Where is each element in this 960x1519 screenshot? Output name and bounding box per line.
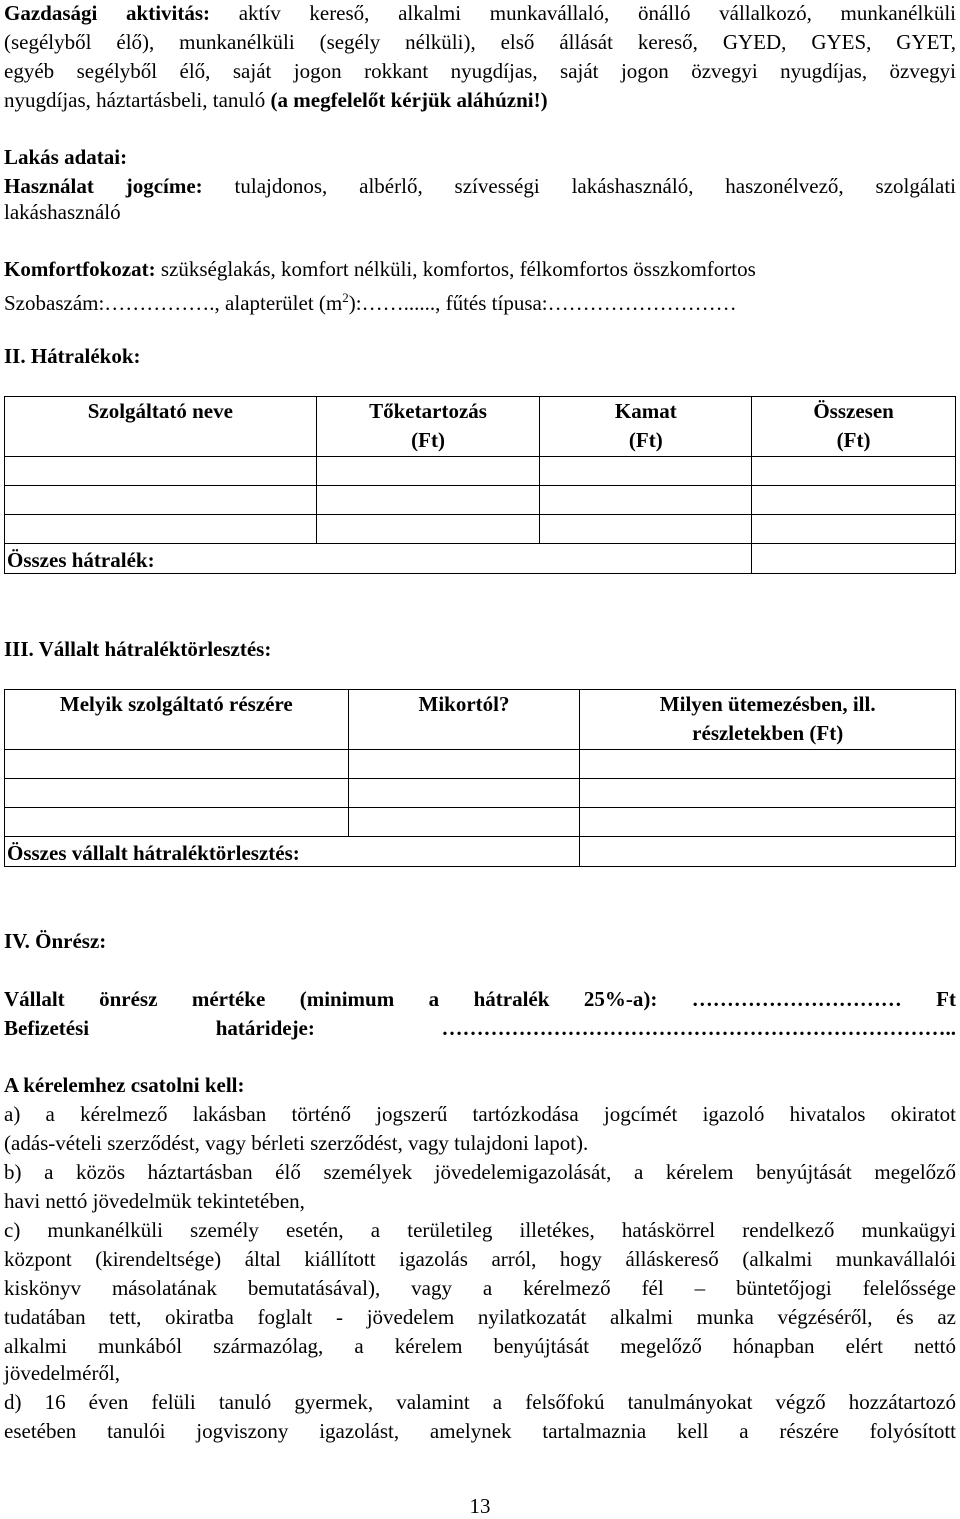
attachment-line: (adás-vételi szerződést, vagy bérleti szerződést, vagy tulajdoni lapot).: [4, 1131, 589, 1155]
total-cell[interactable]: [752, 486, 956, 515]
interest-cell[interactable]: [540, 486, 752, 515]
arrears-total-label: Összes hátralék:: [7, 548, 155, 572]
col-principal-unit: (Ft): [411, 428, 445, 452]
attachment-line: kiskönyv másolatának bemutatásával), vagy a kérelmező fél – büntetőjogi felelőssége: [4, 1276, 956, 1300]
provider-cell[interactable]: [5, 457, 317, 486]
activity-paren-open: (: [270, 88, 278, 112]
col-schedule-label: Milyen ütemezésben, ill.: [659, 692, 876, 716]
usage-line: [4, 173, 956, 199]
area-exponent: 2: [342, 290, 349, 305]
from-cell[interactable]: [348, 808, 580, 837]
principal-cell[interactable]: [316, 457, 540, 486]
arrears-total-cell[interactable]: [752, 544, 956, 574]
table-row: [5, 486, 956, 515]
repayment-title: III. Vállalt hátraléktörlesztés:: [4, 637, 272, 661]
arrears-total-label-cell: [5, 544, 752, 574]
attachment-line: d) 16 éven felüli tanuló gyermek, valamint a felsőfokú tanulmányokat végző hozzátartozó: [4, 1390, 956, 1414]
schedule-cell[interactable]: [580, 779, 956, 808]
comfort-line: [4, 256, 956, 282]
from-cell[interactable]: [348, 750, 580, 779]
col-principal: [316, 397, 540, 457]
col-provider-name-label: Szolgáltató neve: [87, 399, 233, 423]
col-from-when: [348, 690, 580, 750]
comfort-label: Komfortfokozat:: [4, 257, 156, 281]
total-cell[interactable]: [752, 457, 956, 486]
col-from-when-label: Mikortól?: [418, 692, 510, 716]
attachment-line: a) a kérelmező lakásban történő jogszerű tartózkodása jogcímét igazoló hivatalos okiratot: [4, 1102, 956, 1126]
rooms-text-end: ):……......, fűtés típusa:………………………: [348, 291, 737, 315]
col-provider-name: [5, 397, 317, 457]
col-total-label: Összesen: [813, 399, 894, 423]
activity-line-4: [4, 87, 956, 113]
attachment-line: c) munkanélküli személy esetén, a területileg illetékes, hatáskörrel rendelkező munkaügyi: [4, 1218, 956, 1242]
interest-cell[interactable]: [540, 457, 752, 486]
activity-options-1: aktív kereső, alkalmi munkavállaló, önálló vállalkozó, munkanélküli: [238, 1, 957, 25]
total-cell[interactable]: [752, 515, 956, 544]
repayment-table: [4, 689, 956, 867]
col-schedule: [580, 690, 956, 750]
table-row: [5, 750, 956, 779]
provider-cell[interactable]: [5, 486, 317, 515]
repayment-total-label-cell: [5, 837, 580, 867]
attachment-line: esetében tanulói jogviszony igazolást, amelynek tartalmaznia kell a részére folyósított: [4, 1419, 956, 1443]
own-share-deadline: Befizetési határideje: ………………………………………………………………..: [4, 1016, 956, 1040]
schedule-cell[interactable]: [580, 808, 956, 837]
principal-cell[interactable]: [316, 486, 540, 515]
col-interest-unit: (Ft): [628, 428, 663, 452]
col-principal-label: Tőketartozás: [369, 399, 487, 423]
table-row: [5, 515, 956, 544]
usage-options-cont: lakáshasználó: [4, 200, 121, 224]
table-total-row: [5, 544, 956, 574]
usage-label: Használat jogcíme:: [4, 174, 203, 198]
from-cell[interactable]: [348, 779, 580, 808]
own-share-title: IV. Önrész:: [4, 929, 107, 953]
col-total-unit: (Ft): [836, 428, 871, 452]
col-provider-label: Melyik szolgáltató részére: [59, 692, 293, 716]
table-total-row: [5, 837, 956, 867]
interest-cell[interactable]: [540, 515, 752, 544]
activity-options-4: nyugdíjas, háztartásbeli, tanuló: [4, 88, 266, 112]
table-header-row: [5, 397, 956, 457]
col-interest: [540, 397, 752, 457]
activity-paren-close: ): [540, 88, 548, 112]
rooms-text: Szobaszám:……………., alapterület (m: [4, 291, 343, 315]
provider-cell[interactable]: [5, 808, 349, 837]
activity-label: Gazdasági aktivitás:: [4, 1, 211, 25]
activity-line-2: (segélyből élő), munkanélküli (segély nélküli), első állását kereső, GYED, GYES, GYET,: [4, 30, 956, 54]
col-interest-label: Kamat: [614, 399, 677, 423]
arrears-title: II. Hátralékok:: [4, 344, 141, 368]
page-number: 13: [469, 1494, 491, 1518]
provider-cell[interactable]: [5, 779, 349, 808]
comfort-options: szükséglakás, komfort nélküli, komfortos, félkomfortos összkomfortos: [160, 257, 756, 281]
col-schedule-unit: részletekben (Ft): [692, 721, 844, 745]
activity-line-1: [4, 0, 956, 26]
attachment-line: alkalmi munkából származólag, a kérelem benyújtását megelőző hónapban elért nettó: [4, 1334, 956, 1358]
rooms-line: [4, 285, 956, 316]
attachment-line: központ (kirendeltsége) által kiállított igazolás arról, hogy álláskereső (alkalmi munkavállalói: [4, 1247, 956, 1271]
usage-options: tulajdonos, albérlő, szívességi lakáshasználó, haszonélvező, szolgálati: [234, 174, 957, 198]
principal-cell[interactable]: [316, 515, 540, 544]
attachment-line: jövedelméről,: [4, 1361, 121, 1385]
table-row: [5, 808, 956, 837]
table-row: [5, 779, 956, 808]
schedule-cell[interactable]: [580, 750, 956, 779]
provider-cell[interactable]: [5, 515, 317, 544]
attachment-line: havi nettó jövedelmük tekintetében,: [4, 1189, 305, 1213]
activity-instruction: a megfelelőt kérjük aláhúzni!: [277, 88, 541, 112]
housing-title: Lakás adatai:: [4, 145, 128, 169]
attachment-line: b) a közös háztartásban élő személyek jövedelemigazolását, a kérelem benyújtását megelőző: [4, 1160, 956, 1184]
col-total: [752, 397, 956, 457]
attachments-title: A kérelemhez csatolni kell:: [4, 1073, 245, 1097]
table-header-row: [5, 690, 956, 750]
activity-line-3: egyéb segélyből élő, saját jogon rokkant nyugdíjas, saját jogon özvegyi nyugdíjas, özvegyi: [4, 59, 956, 83]
own-share-amount: Vállalt önrész mértéke (minimum a hátralék 25%-a): ………………………… Ft: [4, 987, 956, 1011]
col-provider: [5, 690, 349, 750]
attachment-line: tudatában tett, okiratba foglalt - jövedelem nyilatkozatát alkalmi munka végzéséről, és az: [4, 1305, 956, 1329]
provider-cell[interactable]: [5, 750, 349, 779]
repayment-total-cell[interactable]: [580, 837, 956, 867]
repayment-total-label: Összes vállalt hátraléktörlesztés:: [7, 841, 300, 865]
table-row: [5, 457, 956, 486]
arrears-table: [4, 396, 956, 574]
